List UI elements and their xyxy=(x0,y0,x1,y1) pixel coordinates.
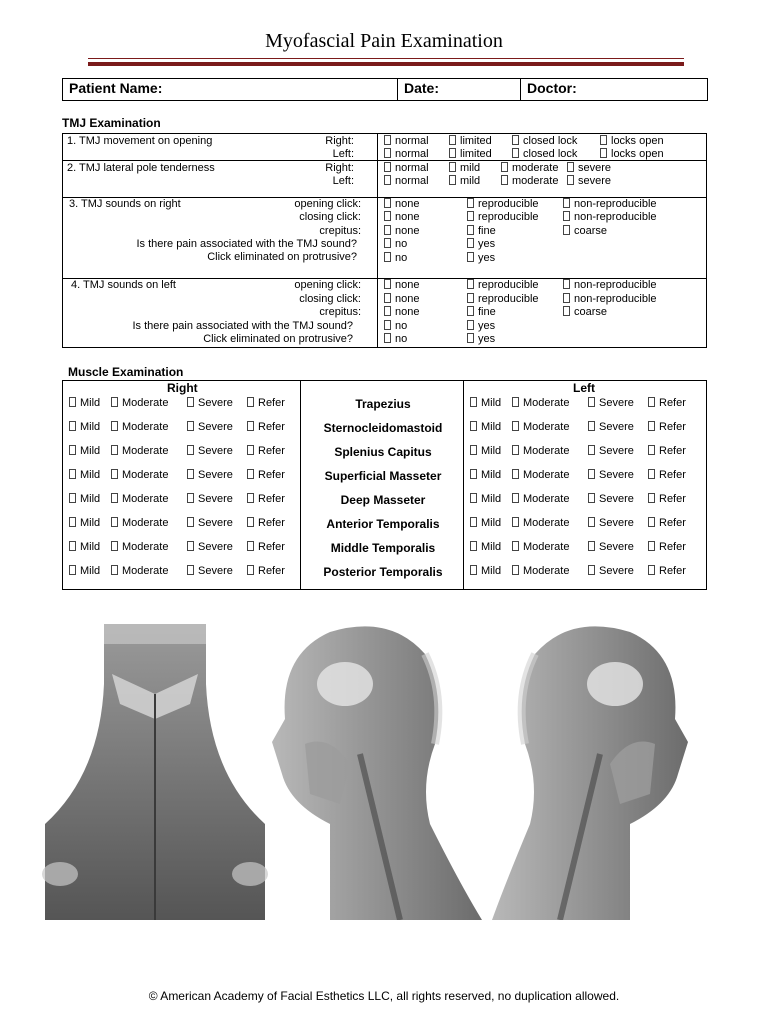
option-moderate-left[interactable]: Moderate xyxy=(512,469,569,481)
option-fine[interactable]: fine xyxy=(467,306,496,318)
option-moderate-right[interactable]: Moderate xyxy=(111,493,168,505)
option-non-reproducible[interactable]: non-reproducible xyxy=(563,198,657,210)
option-mild-left[interactable]: mild xyxy=(449,175,480,187)
option-locks-open-right[interactable]: locks open xyxy=(600,135,664,147)
left-side-label: Left: xyxy=(332,148,354,160)
option-severe-right[interactable]: Severe xyxy=(187,397,233,409)
option-severe-left[interactable]: Severe xyxy=(588,469,634,481)
option-severe-left[interactable]: Severe xyxy=(588,397,634,409)
option-reproducible[interactable]: reproducible xyxy=(467,293,539,305)
option-refer-right[interactable]: Refer xyxy=(247,421,285,433)
option-normal-right[interactable]: normal xyxy=(384,162,429,174)
option-none[interactable]: none xyxy=(384,225,419,237)
patient-name-field[interactable]: Patient Name: xyxy=(63,79,398,100)
option-severe-left[interactable]: Severe xyxy=(588,517,634,529)
option-closed-lock-right[interactable]: closed lock xyxy=(512,135,577,147)
crepitus-label: crepitus: xyxy=(319,306,361,318)
option-moderate-right[interactable]: Moderate xyxy=(111,421,168,433)
muscle-row xyxy=(63,443,706,467)
option-moderate-left[interactable]: Moderate xyxy=(512,445,569,457)
option-moderate-right[interactable]: Moderate xyxy=(111,469,168,481)
option-severe-right[interactable]: Severe xyxy=(187,445,233,457)
muscle-name: Posterior Temporalis xyxy=(323,565,443,579)
muscle-name: Splenius Capitus xyxy=(334,445,432,459)
option-reproducible[interactable]: reproducible xyxy=(467,279,539,291)
option-mild-right[interactable]: Mild xyxy=(69,517,100,529)
tmj-row-tenderness xyxy=(63,161,706,198)
option-mild-left[interactable]: Mild xyxy=(470,397,501,409)
option-fine[interactable]: fine xyxy=(467,225,496,237)
muscle-name: Anterior Temporalis xyxy=(326,517,440,531)
option-severe-right[interactable]: severe xyxy=(567,162,611,174)
right-side-label: Right: xyxy=(325,162,354,174)
option-none[interactable]: none xyxy=(384,211,419,223)
option-moderate-left[interactable]: Moderate xyxy=(512,541,569,553)
option-none[interactable]: none xyxy=(384,306,419,318)
pain-question-label: Is there pain associated with the TMJ sound? xyxy=(132,320,353,332)
option-severe-right[interactable]: Severe xyxy=(187,541,233,553)
doctor-field[interactable]: Doctor: xyxy=(527,80,577,96)
closing-click-label: closing click: xyxy=(299,293,361,305)
option-mild-right[interactable]: mild xyxy=(449,162,480,174)
option-mild-left[interactable]: Mild xyxy=(470,445,501,457)
option-normal-right[interactable]: normal xyxy=(384,135,429,147)
option-moderate-right[interactable]: Moderate xyxy=(111,541,168,553)
muscle-name: Superficial Masseter xyxy=(324,469,442,483)
option-refer-right[interactable]: Refer xyxy=(247,541,285,553)
option-severe-left[interactable]: Severe xyxy=(588,493,634,505)
option-yes[interactable]: yes xyxy=(467,320,495,332)
muscle-name: Middle Temporalis xyxy=(330,541,436,555)
option-yes[interactable]: yes xyxy=(467,238,495,250)
option-mild-right[interactable]: Mild xyxy=(69,565,100,577)
option-mild-left[interactable]: Mild xyxy=(470,493,501,505)
head-left-profile-anatomy-image xyxy=(492,626,688,920)
patient-info-box xyxy=(62,78,708,101)
option-refer-left[interactable]: Refer xyxy=(648,541,686,553)
option-refer-left[interactable]: Refer xyxy=(648,517,686,529)
option-non-reproducible[interactable]: non-reproducible xyxy=(563,211,657,223)
left-column-header: Left xyxy=(573,381,595,395)
option-limited-left[interactable]: limited xyxy=(449,148,492,160)
option-severe-right[interactable]: Severe xyxy=(187,493,233,505)
muscle-row xyxy=(63,515,706,539)
option-no[interactable]: no xyxy=(384,252,407,264)
head-right-profile-anatomy-image xyxy=(272,626,482,920)
muscle-section-heading: Muscle Examination xyxy=(68,365,184,379)
option-closed-lock-left[interactable]: closed lock xyxy=(512,148,577,160)
tmj-q2-label: 2. TMJ lateral pole tenderness xyxy=(67,162,215,174)
protrusive-question-label: Click eliminated on protrusive? xyxy=(207,251,357,263)
option-moderate-right[interactable]: Moderate xyxy=(111,445,168,457)
neck-back-anatomy-image xyxy=(42,624,268,920)
muscle-table xyxy=(62,380,707,590)
option-coarse[interactable]: coarse xyxy=(563,225,607,237)
option-none[interactable]: none xyxy=(384,293,419,305)
option-mild-right[interactable]: Mild xyxy=(69,541,100,553)
option-moderate-left[interactable]: Moderate xyxy=(512,421,569,433)
muscle-row xyxy=(63,395,706,419)
pain-question-label: Is there pain associated with the TMJ sound? xyxy=(136,238,357,250)
option-refer-right[interactable]: Refer xyxy=(247,469,285,481)
option-moderate-right[interactable]: Moderate xyxy=(111,517,168,529)
tmj-section-heading: TMJ Examination xyxy=(62,116,161,130)
option-severe-left[interactable]: severe xyxy=(567,175,611,187)
option-no[interactable]: no xyxy=(384,333,407,345)
option-refer-right[interactable]: Refer xyxy=(247,397,285,409)
option-yes[interactable]: yes xyxy=(467,252,495,264)
option-mild-left[interactable]: Mild xyxy=(470,517,501,529)
option-severe-right[interactable]: Severe xyxy=(187,565,233,577)
option-normal-left[interactable]: normal xyxy=(384,148,429,160)
option-mild-left[interactable]: Mild xyxy=(470,421,501,433)
option-severe-right[interactable]: Severe xyxy=(187,517,233,529)
option-severe-right[interactable]: Severe xyxy=(187,469,233,481)
tmj-q1-label: 1. TMJ movement on opening xyxy=(67,135,213,147)
muscle-row xyxy=(63,467,706,491)
muscle-row xyxy=(63,419,706,443)
option-moderate-right[interactable]: Moderate xyxy=(111,397,168,409)
option-reproducible[interactable]: reproducible xyxy=(467,211,539,223)
muscle-row xyxy=(63,539,706,563)
muscle-name: Deep Masseter xyxy=(340,493,426,507)
option-moderate-right[interactable]: moderate xyxy=(501,162,558,174)
closing-click-label: closing click: xyxy=(299,211,361,223)
option-severe-left[interactable]: Severe xyxy=(588,421,634,433)
option-mild-right[interactable]: Mild xyxy=(69,445,100,457)
option-severe-left[interactable]: Severe xyxy=(588,445,634,457)
tmj-row-sounds-right xyxy=(63,198,706,279)
anatomy-illustrations xyxy=(0,624,768,920)
option-refer-right[interactable]: Refer xyxy=(247,445,285,457)
option-reproducible[interactable]: reproducible xyxy=(467,198,539,210)
option-refer-right[interactable]: Refer xyxy=(247,493,285,505)
title-rule-thin xyxy=(88,58,684,59)
crepitus-label: crepitus: xyxy=(319,225,361,237)
option-none[interactable]: none xyxy=(384,198,419,210)
opening-click-label: opening click: xyxy=(294,279,361,291)
tmj-row-movement xyxy=(63,134,706,161)
option-refer-left[interactable]: Refer xyxy=(648,565,686,577)
option-refer-left[interactable]: Refer xyxy=(648,397,686,409)
option-no[interactable]: no xyxy=(384,238,407,250)
right-side-label: Right: xyxy=(325,135,354,147)
option-refer-right[interactable]: Refer xyxy=(247,517,285,529)
option-mild-left[interactable]: Mild xyxy=(470,565,501,577)
option-mild-right[interactable]: Mild xyxy=(69,397,100,409)
option-mild-left[interactable]: Mild xyxy=(470,469,501,481)
option-severe-right[interactable]: Severe xyxy=(187,421,233,433)
option-moderate-left[interactable]: Moderate xyxy=(512,397,569,409)
option-mild-left[interactable]: Mild xyxy=(470,541,501,553)
muscle-row xyxy=(63,491,706,515)
option-refer-left[interactable]: Refer xyxy=(648,469,686,481)
option-limited-right[interactable]: limited xyxy=(449,135,492,147)
opening-click-label: opening click: xyxy=(294,198,361,210)
option-refer-left[interactable]: Refer xyxy=(648,445,686,457)
option-non-reproducible[interactable]: non-reproducible xyxy=(563,293,657,305)
option-mild-right[interactable]: Mild xyxy=(69,493,100,505)
right-column-header: Right xyxy=(167,381,198,395)
muscle-row xyxy=(63,563,706,587)
title-rule-thick xyxy=(88,62,684,66)
tmj-q3-label: 3. TMJ sounds on right xyxy=(69,198,181,210)
option-severe-left[interactable]: Severe xyxy=(588,541,634,553)
option-refer-left[interactable]: Refer xyxy=(648,493,686,505)
option-moderate-left[interactable]: Moderate xyxy=(512,493,569,505)
copyright-footer: © American Academy of Facial Esthetics LLC, all rights reserved, no duplication allowed. xyxy=(148,989,620,1003)
option-mild-right[interactable]: Mild xyxy=(69,469,100,481)
option-no[interactable]: no xyxy=(384,320,407,332)
left-side-label: Left: xyxy=(332,175,354,187)
option-normal-left[interactable]: normal xyxy=(384,175,429,187)
option-locks-open-left[interactable]: locks open xyxy=(600,148,664,160)
page-title: Myofascial Pain Examination xyxy=(265,30,503,52)
muscle-name: Trapezius xyxy=(355,397,411,411)
tmj-q4-label: 4. TMJ sounds on left xyxy=(71,279,176,291)
option-moderate-left[interactable]: moderate xyxy=(501,175,558,187)
option-moderate-right[interactable]: Moderate xyxy=(111,565,168,577)
anatomy-images xyxy=(0,624,768,920)
option-moderate-left[interactable]: Moderate xyxy=(512,565,569,577)
option-moderate-left[interactable]: Moderate xyxy=(512,517,569,529)
option-none[interactable]: none xyxy=(384,279,419,291)
option-refer-left[interactable]: Refer xyxy=(648,421,686,433)
option-non-reproducible[interactable]: non-reproducible xyxy=(563,279,657,291)
option-yes[interactable]: yes xyxy=(467,333,495,345)
muscle-name: Sternocleidomastoid xyxy=(323,421,443,435)
option-refer-right[interactable]: Refer xyxy=(247,565,285,577)
protrusive-question-label: Click eliminated on protrusive? xyxy=(203,333,353,345)
tmj-row-sounds-left xyxy=(63,279,706,347)
tmj-table xyxy=(62,133,707,348)
option-coarse[interactable]: coarse xyxy=(563,306,607,318)
option-severe-left[interactable]: Severe xyxy=(588,565,634,577)
option-mild-right[interactable]: Mild xyxy=(69,421,100,433)
date-field[interactable]: Date: xyxy=(398,79,521,100)
